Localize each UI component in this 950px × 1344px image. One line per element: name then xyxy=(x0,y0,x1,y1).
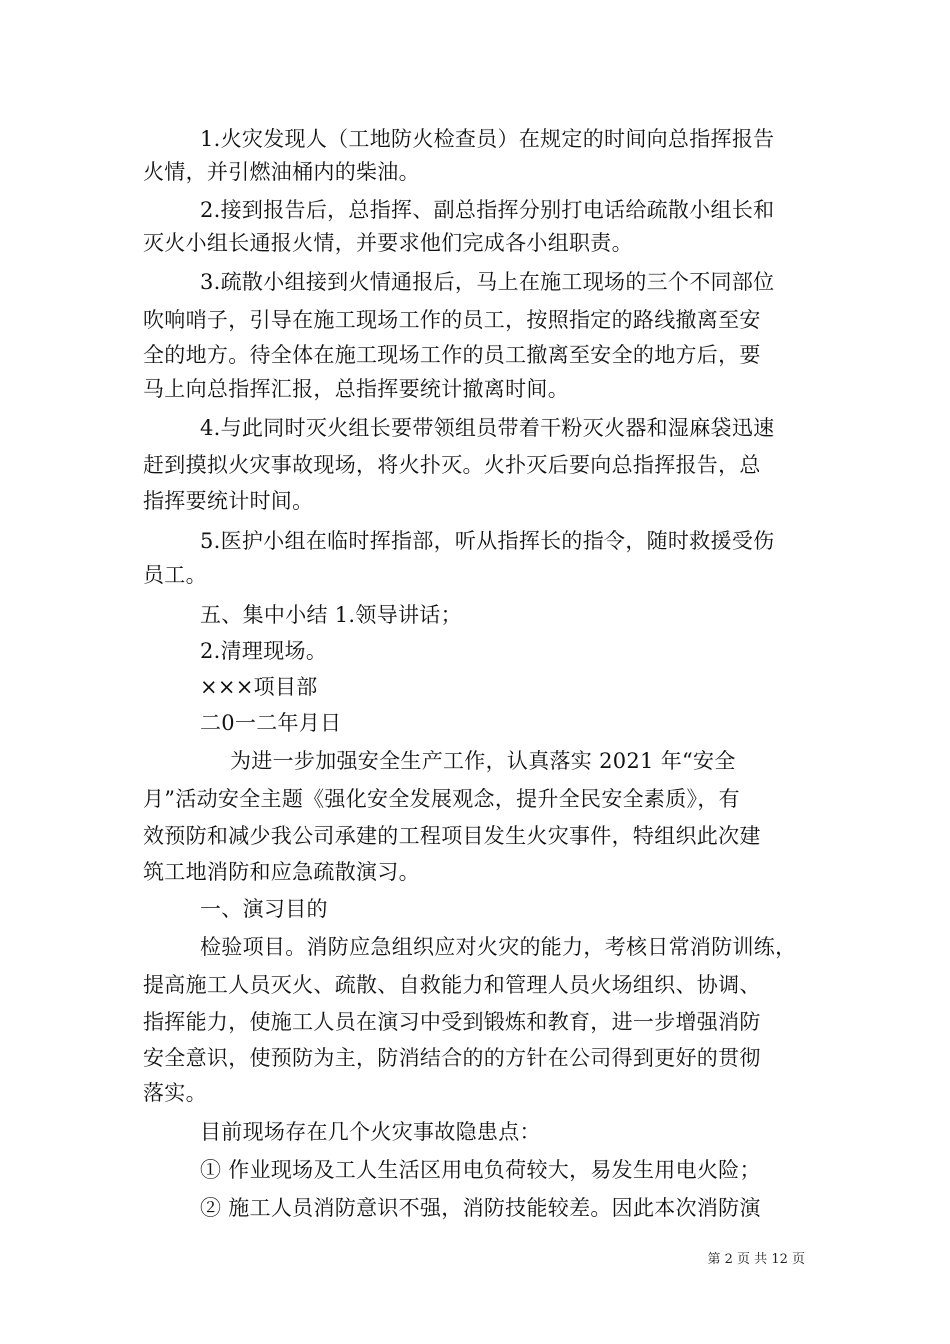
paragraph-line: 5.医护小组在临时挥指部，听从指挥长的指令，随时救援受伤 xyxy=(200,529,775,553)
page-number-footer: 第 2 页 共 12 页 xyxy=(707,1252,805,1267)
list-item: ① 作业现场及工人生活区用电负荷较大，易发生用电火险； xyxy=(200,1158,761,1182)
date-line: 二0一二年月日 xyxy=(200,711,342,735)
paragraph-line: 吹响哨子，引导在施工现场工作的员工，按照指定的路线撤离至安 xyxy=(143,308,761,332)
paragraph-line: 全的地方。待全体在施工现场工作的员工撤离至安全的地方后，要 xyxy=(143,343,761,367)
paragraph-line: 火情，并引燃油桶内的柴油。 xyxy=(143,160,420,184)
signature-line: ×××项目部 xyxy=(200,675,318,699)
paragraph-line: 安全意识，使预防为主，防消结合的的方针在公司得到更好的贯彻 xyxy=(143,1046,761,1070)
paragraph-line: 员工。 xyxy=(143,563,207,587)
paragraph-line: 2.接到报告后，总指挥、副总指挥分别打电话给疏散小组长和 xyxy=(200,198,775,222)
paragraph-line: 为进一步加强安全生产工作，认真落实 2021 年“安全 xyxy=(230,749,736,773)
paragraph-line: 指挥能力，使施工人员在演习中受到锻炼和教育，进一步增强消防 xyxy=(143,1010,761,1034)
paragraph-line: 指挥要统计时间。 xyxy=(143,489,314,513)
paragraph-line: 4.与此同时灭火组长要带领组员带着干粉灭火器和湿麻袋迅速 xyxy=(200,416,775,440)
paragraph-line: 效预防和减少我公司承建的工程项目发生火灾事件，特组织此次建 xyxy=(143,824,761,848)
paragraph-line: 筑工地消防和应急疏散演习。 xyxy=(143,860,420,884)
paragraph-line: 灭火小组长通报火情，并要求他们完成各小组职责。 xyxy=(143,231,633,255)
paragraph-line: 3.疏散小组接到火情通报后，马上在施工现场的三个不同部位 xyxy=(200,270,775,294)
paragraph-line: 提高施工人员灭火、疏散、自救能力和管理人员火场组织、协调、 xyxy=(143,973,761,997)
paragraph-line: 1.火灾发现人（工地防火检查员）在规定的时间向总指挥报告 xyxy=(200,127,775,151)
paragraph-line: 目前现场存在几个火灾事故隐患点： xyxy=(200,1120,541,1144)
paragraph-line: 马上向总指挥汇报，总指挥要统计撤离时间。 xyxy=(143,377,569,401)
paragraph-line: 2.清理现场。 xyxy=(200,639,328,663)
section-heading: 一、演习目的 xyxy=(200,897,328,921)
paragraph-line: 检验项目。消防应急组织应对火灾的能力，考核日常消防训练， xyxy=(200,935,797,959)
paragraph-line: 落实。 xyxy=(143,1081,207,1105)
paragraph-line: 赶到摸拟火灾事故现场，将火扑灭。火扑灭后要向总指挥报告，总 xyxy=(143,453,761,477)
section-heading: 五、集中小结 1.领导讲话； xyxy=(200,603,462,627)
list-item: ② 施工人员消防意识不强，消防技能较差。因此本次消防演 xyxy=(200,1196,761,1220)
paragraph-line: 月”活动安全主题《强化安全发展观念，提升全民安全素质》，有 xyxy=(143,787,740,811)
